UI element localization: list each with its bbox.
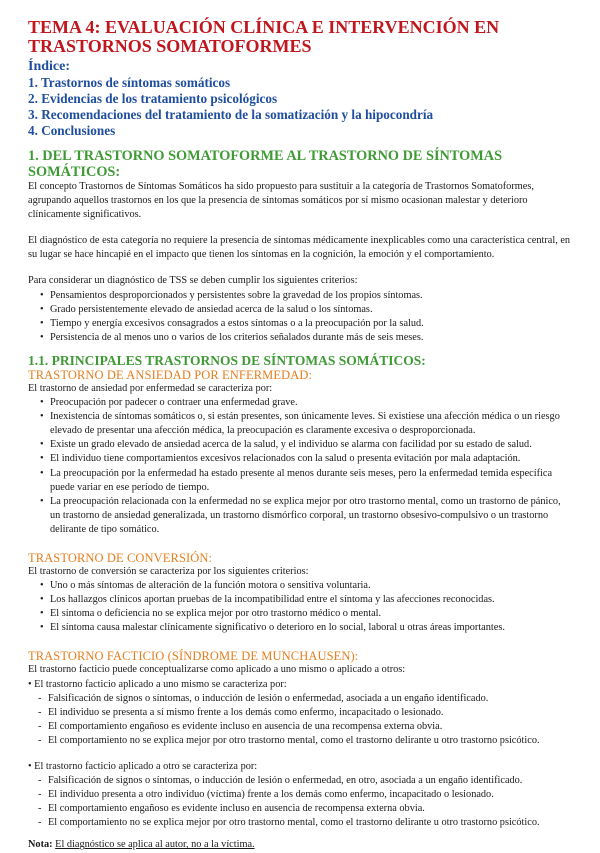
section-1-paragraph: El concepto Trastornos de Síntomas Somáticos ha sido propuesto para sustituir a la categoría de Trastornos Somatoformes, agrupando aquellos trastornos en los que la presencia de síntomas somáticos por sí mismo ocasionan malestar y deterioro clínicamente significativos. — [28, 181, 534, 221]
list-item: • Pensamientos desproporcionados y persistentes sobre la gravedad de los propios síntomas. — [42, 289, 572, 303]
conversion-intro: El trastorno de conversión se caracteriza por los siguientes criterios: — [28, 565, 309, 577]
factitious-other-heading: • El trastorno facticio aplicado a otro se caracteriza por: — [28, 761, 258, 772]
index — [28, 59, 572, 139]
list-item: • La preocupación por la enfermedad ha estado presente al menos durante seis meses, pero la enfermedad temida específica puede variar en ese período de tiempo. — [42, 467, 572, 495]
note-label: Nota: — [28, 839, 53, 851]
factitious-heading: TRASTORNO FACTICIO (SÍNDROME DE MUNCHAUSEN): — [28, 649, 359, 664]
index-heading: Índice: — [28, 59, 70, 74]
factitious-self-list — [28, 692, 572, 748]
list-item: - Falsificación de signos o síntomas, o inducción de lesión o enfermedad, asociada a un engaño identificado. — [38, 692, 572, 706]
list-item: • Tiempo y energía excesivos consagrados a estos síntomas o a la preocupación por la salud. — [42, 317, 572, 331]
list-item: • Persistencia de al menos uno o varios de los criterios señalados durante más de seis meses. — [42, 331, 572, 345]
list-item: • Los hallazgos clínicos aportan pruebas de la incompatibilidad entre el síntoma y las afecciones reconocidas. — [42, 593, 572, 607]
anxiety-intro: El trastorno de ansiedad por enfermedad se caracteriza por: — [28, 382, 273, 394]
list-item: • El síntoma o deficiencia no se explica mejor por otro trastorno médico o mental. — [42, 607, 572, 621]
list-item: • La preocupación relacionada con la enfermedad no se explica mejor por otro trastorno mental, como un trastorno de pánico, un trastorno de ansiedad generalizada, un trastorno dismórfico corporal, un trastorno obsesivo-compulsivo o un trastorno delirante de tipo somático. — [42, 495, 572, 537]
conversion-heading: TRASTORNO DE CONVERSIÓN: — [28, 550, 213, 565]
list-item: • Existe un grado elevado de ansiedad acerca de la salud, y el individuo se alarma con facilidad por su estado de salud. — [42, 438, 572, 452]
list-item: - Falsificación de signos o síntomas, o inducción de lesión o enfermedad, en otro, asociada a un engaño identificado. — [38, 774, 572, 788]
list-item: • Grado persistentemente elevado de ansiedad acerca de la salud o los síntomas. — [42, 303, 572, 317]
index-item: 4. Conclusiones — [28, 123, 116, 138]
section-1-paragraph: El diagnóstico de esta categoría no requiere la presencia de síntomas médicamente inexplicables como una característica central, en su lugar se hace hincapié en el impacto que tienen los síntomas en la cognición, la emoción y el comportamiento. — [28, 235, 571, 261]
list-item: - El comportamiento engañoso es evidente incluso en ausencia de una recompensa externa obvia. — [38, 720, 572, 734]
factitious-intro: El trastorno facticio puede conceptualizarse como aplicado a uno mismo o aplicado a otros: — [28, 664, 406, 676]
list-item: • El síntoma causa malestar clínicamente significativo o deterioro en lo social, laboral u otras áreas importantes. — [42, 621, 572, 635]
list-item: • Inexistencia de síntomas somáticos o, si están presentes, son únicamente leves. Si existiese una afección médica o un riesgo elevado de presentar una afección médica, la preocupación es claramente excesiva o desproporcionada. — [42, 410, 572, 438]
factitious-other-list — [28, 774, 572, 830]
list-item: • El individuo tiene comportamientos excesivos relacionados con la salud o presenta evitación por mala adaptación. — [42, 452, 572, 466]
section-1-1-heading: 1.1. PRINCIPALES TRASTORNOS DE SÍNTOMAS SOMÁTICOS: — [28, 352, 426, 368]
list-item: - El individuo se presenta a sí mismo frente a los demás como enfermo, incapacitado o lesionado. — [38, 706, 572, 720]
list-item: - El individuo presenta a otro individuo (víctima) frente a los demás como enfermo, incapacitado o lesionado. — [38, 788, 572, 802]
document-title: TEMA 4: EVALUACIÓN CLÍNICA E INTERVENCIÓN EN TRASTORNOS SOMATOFORMES — [28, 17, 500, 56]
index-item: 3. Recomendaciones del tratamiento de la somatización y la hipocondría — [28, 107, 434, 122]
index-item: 1. Trastornos de síntomas somáticos — [28, 75, 231, 90]
note — [28, 838, 572, 852]
anxiety-list — [28, 396, 572, 537]
index-item: 2. Evidencias de los tratamiento psicológicos — [28, 91, 278, 106]
list-item: - El comportamiento no se explica mejor por otro trastorno mental, como el trastorno delirante u otro trastorno psicótico. — [38, 734, 572, 748]
list-item: - El comportamiento engañoso es evidente incluso en ausencia de recompensa externa obvia. — [38, 802, 572, 816]
criteria-intro: Para considerar un diagnóstico de TSS se deben cumplir los siguientes criterios: — [28, 275, 358, 287]
list-item: - El comportamiento no se explica mejor por otro trastorno mental, como el trastorno delirante u otro trastorno psicótico. — [38, 816, 572, 830]
note-text: El diagnóstico se aplica al autor, no a la víctima. — [55, 839, 255, 851]
factitious-self-heading: • El trastorno facticio aplicado a uno mismo se caracteriza por: — [28, 678, 287, 690]
list-item: • Preocupación por padecer o contraer una enfermedad grave. — [42, 396, 572, 410]
conversion-list — [28, 579, 572, 635]
criteria-list — [28, 289, 572, 345]
anxiety-heading: TRASTORNO DE ANSIEDAD POR ENFERMEDAD: — [28, 367, 313, 382]
section-1-heading: 1. DEL TRASTORNO SOMATOFORME AL TRASTORNO DE SÍNTOMAS SOMÁTICOS: — [28, 148, 503, 180]
list-item: • Uno o más síntomas de alteración de la función motora o sensitiva voluntaria. — [42, 579, 572, 593]
